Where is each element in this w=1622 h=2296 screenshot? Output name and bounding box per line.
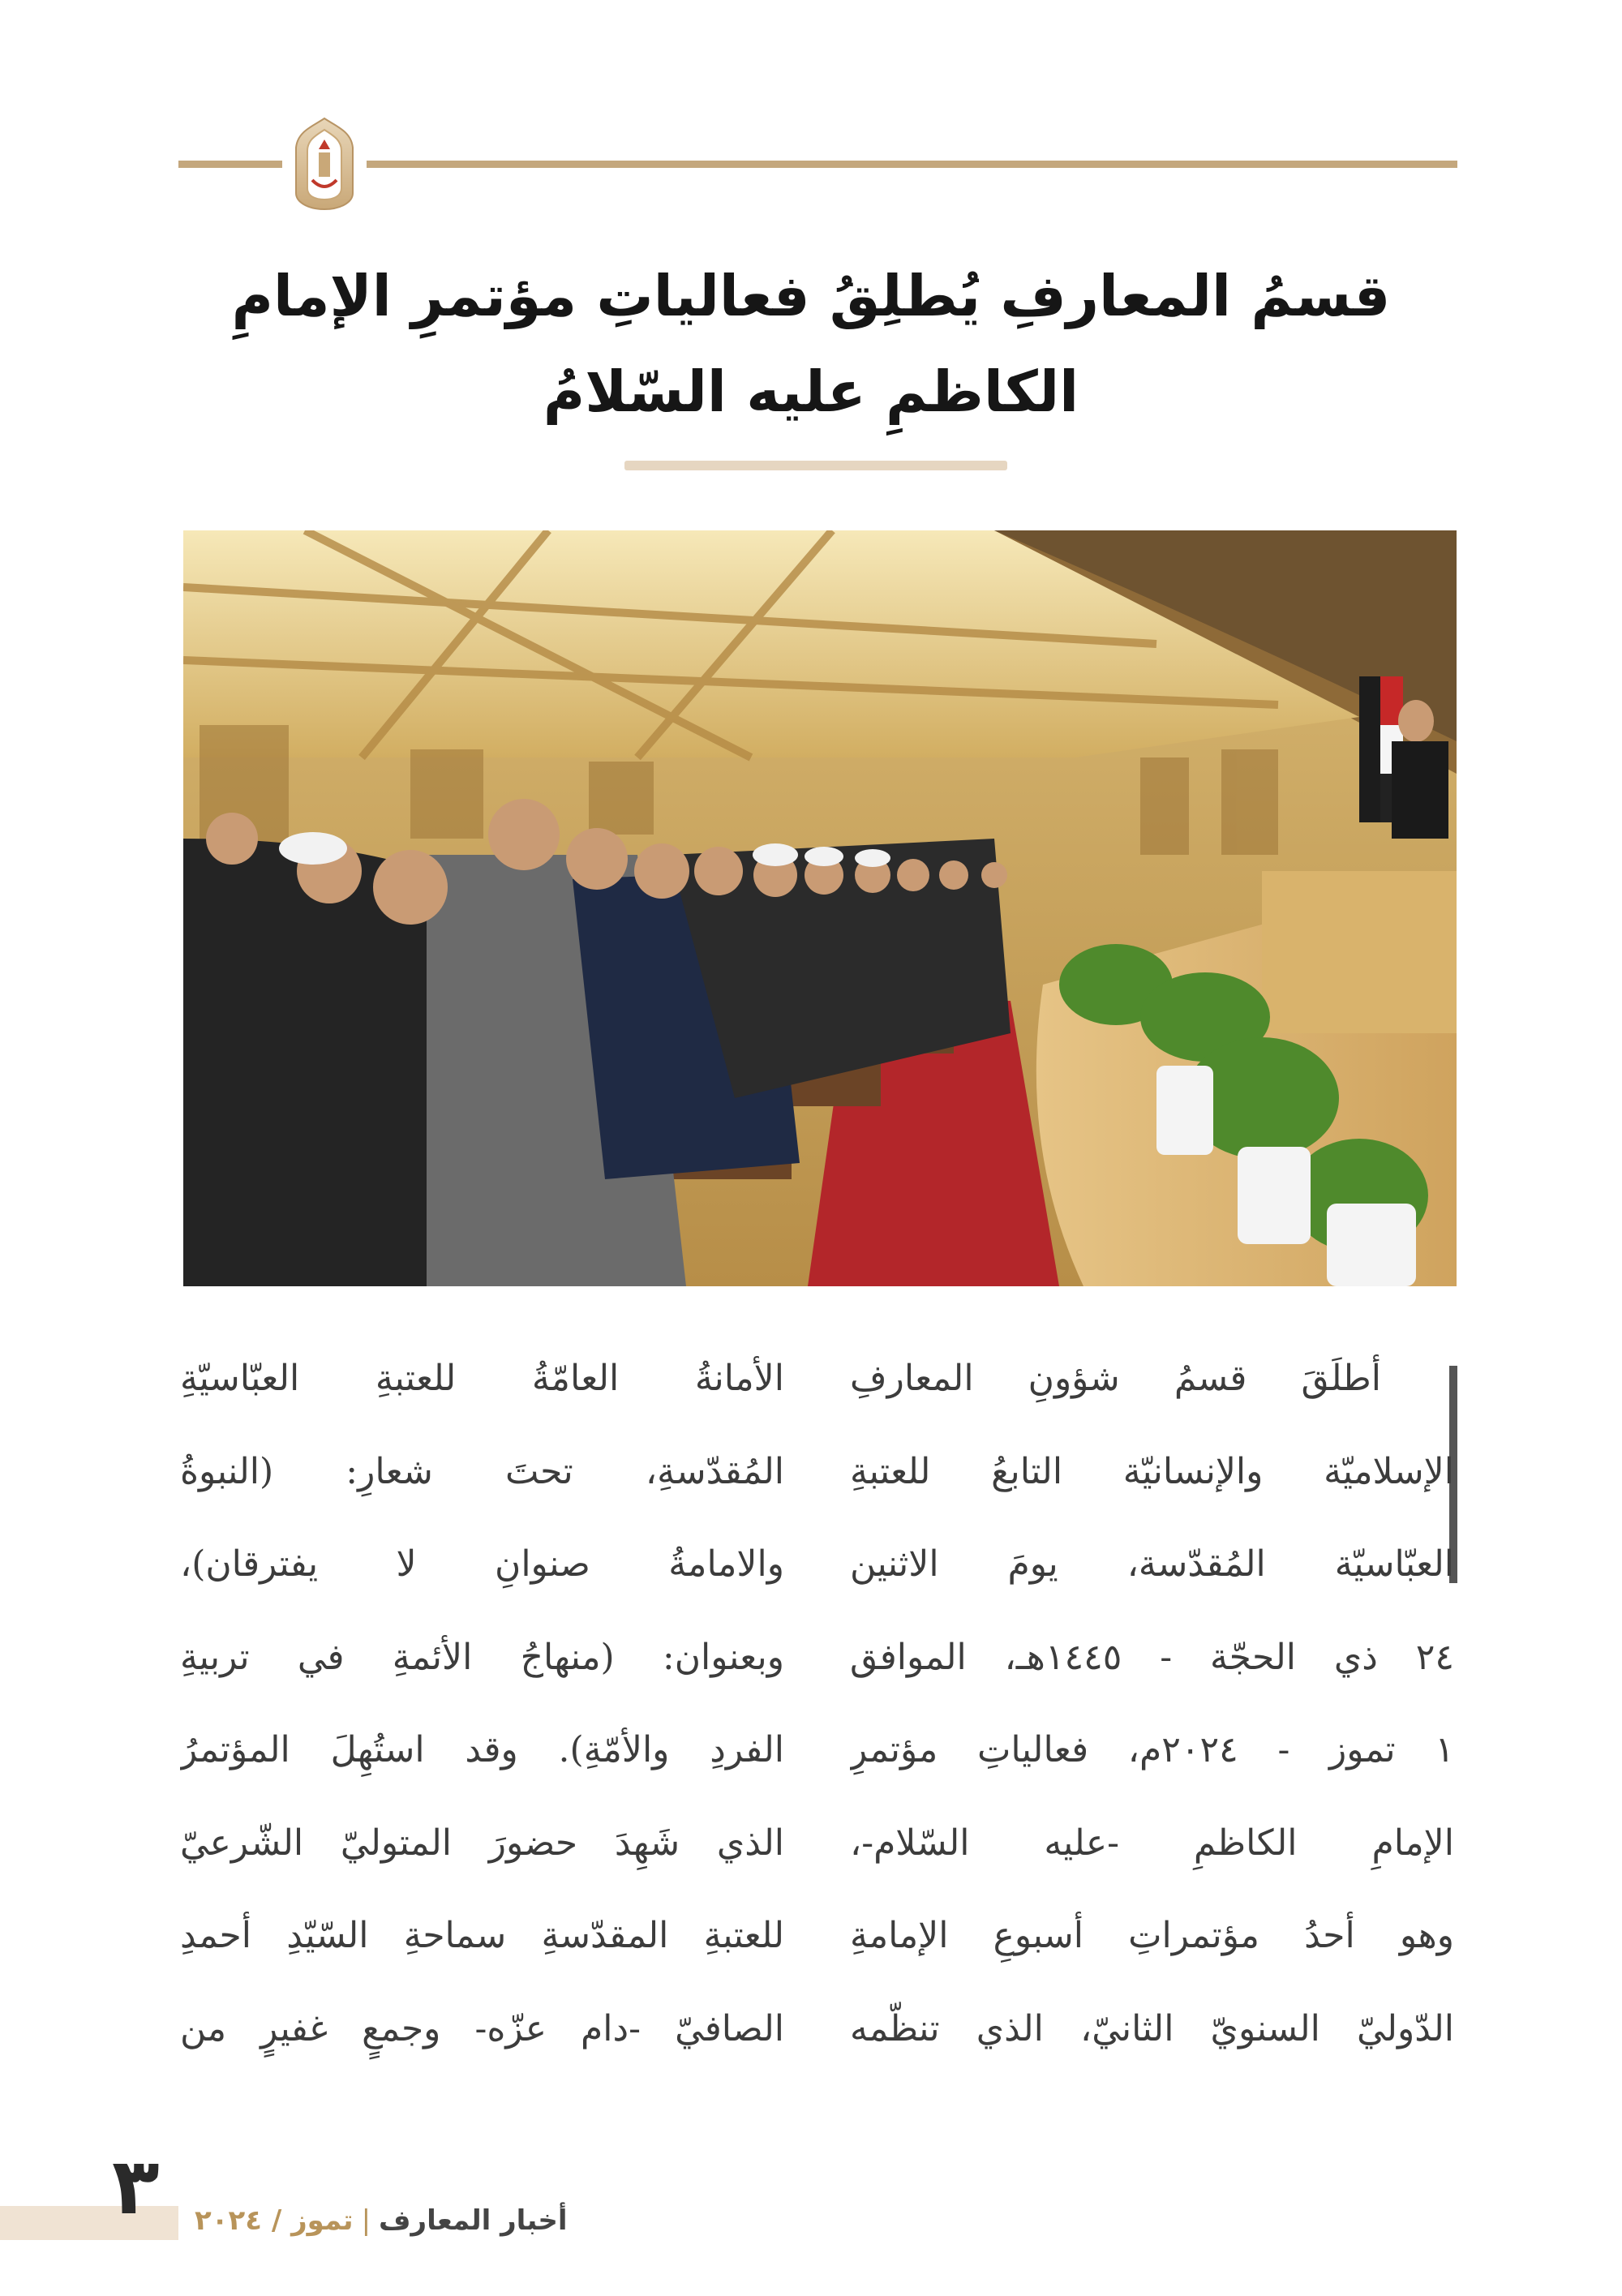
article-title-line-2: الكاظمِ عليه السّلامُ xyxy=(543,358,1079,425)
conference-hall-photo xyxy=(183,530,1457,1286)
paragraph-line: والامامةُ صنوانِ لا يفترقان)، xyxy=(180,1543,784,1585)
paragraph-line: الإمامِ الكاظمِ -عليه السّلام-، xyxy=(850,1822,1454,1864)
paragraph-line: المُقدّسةِ، تحتَ شعارِ: (النبوةُ xyxy=(180,1450,784,1492)
paragraph-line: الفردِ والأمّةِ). وقد استُهِلَ المؤتمرُ xyxy=(180,1729,784,1770)
paragraph-line: ١ تموز - ٢٠٢٤م، فعالياتِ مؤتمرِ xyxy=(850,1729,1454,1770)
paragraph-line: الدّوليّ السنويّ الثانيّ، الذي تنظّمه xyxy=(850,2007,1454,2049)
title-underline xyxy=(624,461,1007,470)
header-rule-right xyxy=(367,161,1457,168)
magazine-name: أخبار المعارف xyxy=(379,2204,568,2237)
paragraph-line: الإسلاميّة والإنسانيّة التابعُ للعتبةِ xyxy=(850,1450,1454,1492)
paragraph-line: للعتبةِ المقدّسةِ سماحةِ السّيّدِ أحمدِ xyxy=(180,1915,784,1956)
page-number: ٣ xyxy=(112,2141,160,2232)
article-column-right xyxy=(850,1350,1454,2093)
shrine-emblem-icon xyxy=(288,115,361,212)
article-title-line-1: قسمُ المعارفِ يُطلِقُ فعالياتِ مؤتمرِ الإمامِ xyxy=(231,263,1391,329)
issue-date: تموز / ٢٠٢٤ xyxy=(195,2204,354,2237)
article-column-left xyxy=(180,1350,784,2093)
footer-separator: | xyxy=(361,2204,371,2237)
paragraph-line: وهو أحدُ مؤتمراتِ أسبوعِ الإمامةِ xyxy=(850,1915,1454,1956)
paragraph-line: أطلَقَ قسمُ شؤونِ المعارفِ xyxy=(850,1358,1381,1399)
header-rule-left xyxy=(178,161,282,168)
footer-running-head xyxy=(195,2204,600,2237)
paragraph-line: العبّاسيّة المُقدّسة، يومَ الاثنين xyxy=(850,1543,1454,1585)
paragraph-line: الذي شَهِدَ حضورَ المتوليّ الشّرعيّ xyxy=(180,1822,784,1864)
paragraph-line: ٢٤ ذي الحجّة - ١٤٤٥هـ، الموافق xyxy=(850,1636,1454,1678)
paragraph-line: الصافيّ -دام عزّه- وجمعٍ غفيرٍ من xyxy=(180,2007,784,2049)
paragraph-line: وبعنوان: (منهاجُ الأئمةِ في تربيةِ xyxy=(180,1636,784,1678)
paragraph-line: الأمانةُ العامّةُ للعتبةِ العبّاسيّةِ xyxy=(180,1358,784,1399)
